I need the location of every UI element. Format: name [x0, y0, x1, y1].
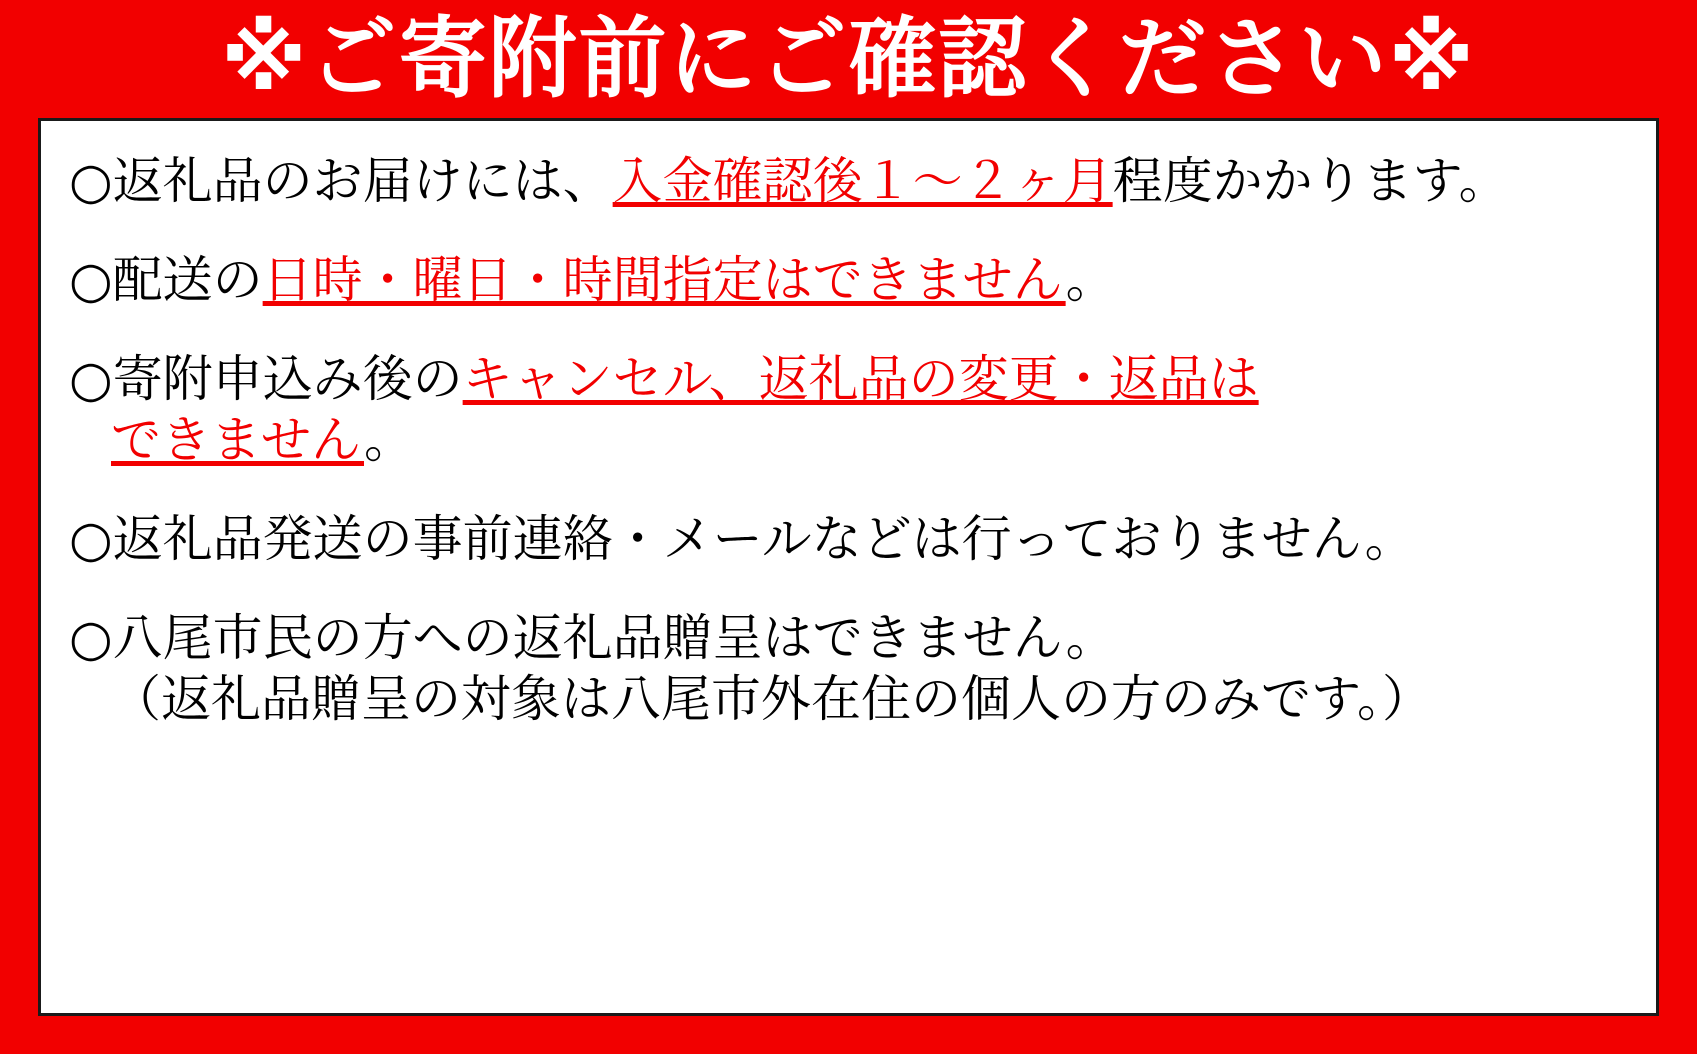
notice-line	[69, 509, 1628, 570]
list-item	[69, 349, 1628, 471]
list-item	[69, 608, 1628, 730]
notice-text-plain: ○返礼品発送の事前連絡・メールなどは行っておりません。	[69, 510, 1415, 568]
notice-text-highlight: キャンセル、返礼品の変更・返品は	[462, 350, 1259, 408]
notice-text-highlight: できません	[111, 411, 364, 469]
notice-line	[69, 151, 1628, 212]
notice-text-plain: 程度かかります。	[1112, 152, 1509, 210]
list-item	[69, 250, 1628, 311]
notice-text-plain: ○配送の	[69, 251, 263, 309]
notice-text-plain: 。	[364, 411, 414, 469]
notice-body-panel	[38, 118, 1659, 1016]
notice-line-continued	[69, 669, 1628, 730]
notice-line	[69, 250, 1628, 311]
notice-line	[69, 608, 1628, 669]
notice-text-plain: 。	[1065, 251, 1116, 309]
notice-text-plain: ○八尾市民の方への返礼品贈呈はできません。	[69, 609, 1116, 667]
banner-title: ※ご寄附前にご確認ください※	[220, 7, 1477, 110]
notice-text-highlight: 日時・曜日・時間指定はできません	[262, 251, 1066, 309]
notice-list	[69, 151, 1628, 730]
notice-line-continued	[69, 410, 1628, 471]
notice-text-plain: （返礼品贈呈の対象は八尾市外在住の個人の方のみです。）	[111, 670, 1432, 728]
notice-line	[69, 349, 1628, 410]
list-item	[69, 509, 1628, 570]
notice-text-highlight: 入金確認後１～２ヶ月	[612, 152, 1113, 210]
list-item	[69, 151, 1628, 212]
notice-text-plain: ○返礼品のお届けには、	[69, 152, 613, 210]
notice-text-plain: ○寄附申込み後の	[69, 350, 463, 408]
